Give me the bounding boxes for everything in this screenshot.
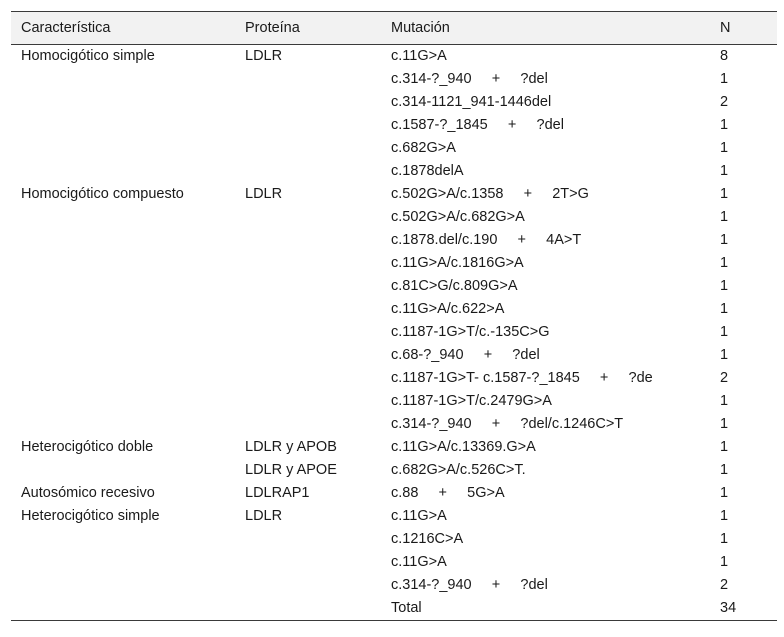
cell-n: 1 <box>720 186 729 202</box>
cell-mutacion: c.81C>G/c.809G>A <box>391 278 518 294</box>
cell-mutacion: c.11G>A <box>391 554 447 570</box>
header-n: N <box>720 20 731 36</box>
cell-caracteristica <box>11 298 235 321</box>
cell-caracteristica <box>11 114 235 137</box>
cell-mutacion: c.1187-1G>T- c.1587-?_1845 + ?de <box>391 370 653 386</box>
cell-n: 1 <box>720 324 729 340</box>
table-row <box>11 206 777 229</box>
cell-mutacion: c.314-?_940 + ?del <box>391 71 548 87</box>
table-row <box>11 574 777 597</box>
cell-mutacion: c.11G>A/c.1816G>A <box>391 255 524 271</box>
table-row <box>11 482 777 505</box>
cell-mutacion: c.1878delA <box>391 163 464 179</box>
cell-mutacion: c.11G>A/c.13369.G>A <box>391 439 536 455</box>
cell-proteina: LDLR <box>245 48 283 64</box>
table-row <box>11 321 777 344</box>
table-row <box>11 114 777 137</box>
cell-mutacion: c.314-?_940 + ?del <box>391 577 548 593</box>
cell-n: 1 <box>720 301 729 317</box>
cell-proteina <box>235 137 381 160</box>
cell-mutacion: c.68-?_940 + ?del <box>391 347 540 363</box>
cell-proteina: LDLRAP1 <box>245 485 310 501</box>
cell-n: 1 <box>720 508 729 524</box>
header-mutacion: Mutación <box>391 20 450 36</box>
cell-n: 1 <box>720 255 729 271</box>
table-row <box>11 137 777 160</box>
table-row <box>11 413 777 436</box>
cell-n: 1 <box>720 278 729 294</box>
cell-proteina: LDLR y APOB <box>245 439 337 455</box>
cell-proteina <box>235 597 381 621</box>
cell-caracteristica <box>11 574 235 597</box>
cell-n: 8 <box>720 48 729 64</box>
table-row <box>11 528 777 551</box>
cell-caracteristica <box>11 367 235 390</box>
cell-proteina <box>235 206 381 229</box>
table-row <box>11 229 777 252</box>
cell-caracteristica: Autosómico recesivo <box>21 485 155 501</box>
cell-proteina <box>235 574 381 597</box>
cell-mutacion: c.11G>A <box>391 508 447 524</box>
mutation-table <box>11 11 777 621</box>
cell-caracteristica <box>11 528 235 551</box>
cell-n: 1 <box>720 416 729 432</box>
cell-caracteristica <box>11 275 235 298</box>
cell-n: 1 <box>720 554 729 570</box>
cell-proteina: LDLR <box>245 508 283 524</box>
cell-n: 1 <box>720 439 729 455</box>
mutation-table-container <box>11 11 777 621</box>
table-row <box>11 459 777 482</box>
cell-n: 2 <box>720 94 729 110</box>
cell-proteina: LDLR y APOE <box>245 462 337 478</box>
cell-caracteristica <box>11 68 235 91</box>
cell-proteina <box>235 91 381 114</box>
table-row <box>11 45 777 69</box>
table-row <box>11 390 777 413</box>
cell-caracteristica <box>11 137 235 160</box>
cell-n: 1 <box>720 117 729 133</box>
cell-n: 2 <box>720 577 729 593</box>
cell-caracteristica <box>11 551 235 574</box>
table-row <box>11 367 777 390</box>
cell-mutacion: Total <box>391 600 422 616</box>
table-row <box>11 436 777 459</box>
cell-n: 1 <box>720 71 729 87</box>
cell-n: 1 <box>720 232 729 248</box>
cell-n: 2 <box>720 370 729 386</box>
cell-caracteristica: Heterocigótico doble <box>21 439 154 455</box>
cell-mutacion: c.682G>A/c.526C>T. <box>391 462 526 478</box>
table-row <box>11 344 777 367</box>
cell-proteina <box>235 344 381 367</box>
cell-caracteristica <box>11 413 235 436</box>
cell-n: 1 <box>720 531 729 547</box>
cell-mutacion: c.502G>A/c.682G>A <box>391 209 525 225</box>
cell-caracteristica <box>11 321 235 344</box>
cell-caracteristica <box>11 344 235 367</box>
cell-caracteristica: Homocigótico compuesto <box>21 186 184 202</box>
cell-proteina <box>235 160 381 183</box>
cell-caracteristica <box>11 459 235 482</box>
cell-caracteristica <box>11 91 235 114</box>
cell-mutacion: c.314-1121_941-1446del <box>391 94 552 110</box>
cell-caracteristica <box>11 229 235 252</box>
cell-mutacion: c.502G>A/c.1358 + 2T>G <box>391 186 589 202</box>
cell-mutacion: c.88 + 5G>A <box>391 485 505 501</box>
cell-caracteristica <box>11 252 235 275</box>
cell-n: 1 <box>720 163 729 179</box>
cell-proteina <box>235 298 381 321</box>
table-row <box>11 68 777 91</box>
cell-n: 34 <box>720 600 737 616</box>
cell-mutacion: c.314-?_940 + ?del/c.1246C>T <box>391 416 624 432</box>
table-row <box>11 505 777 528</box>
cell-proteina <box>235 367 381 390</box>
table-row <box>11 298 777 321</box>
cell-mutacion: c.11G>A <box>391 48 447 64</box>
table-body <box>11 45 777 621</box>
cell-proteina <box>235 252 381 275</box>
cell-proteina <box>235 551 381 574</box>
cell-mutacion: c.1187-1G>T/c.-135C>G <box>391 324 550 340</box>
cell-proteina: LDLR <box>245 186 283 202</box>
cell-n: 1 <box>720 140 729 156</box>
cell-caracteristica <box>11 206 235 229</box>
table-row <box>11 252 777 275</box>
table-row <box>11 275 777 298</box>
table-header-row <box>11 12 777 45</box>
cell-proteina <box>235 321 381 344</box>
cell-caracteristica <box>11 597 235 621</box>
header-caracteristica: Característica <box>21 20 111 36</box>
cell-n: 1 <box>720 485 729 501</box>
cell-mutacion: c.1878.del/c.190 + 4A>T <box>391 232 582 248</box>
cell-mutacion: c.682G>A <box>391 140 456 156</box>
table-row <box>11 597 777 621</box>
cell-n: 1 <box>720 347 729 363</box>
table-row <box>11 160 777 183</box>
cell-proteina <box>235 528 381 551</box>
cell-mutacion: c.1587-?_1845 + ?del <box>391 117 564 133</box>
cell-n: 1 <box>720 393 729 409</box>
cell-mutacion: c.11G>A/c.622>A <box>391 301 505 317</box>
table-row <box>11 183 777 206</box>
cell-proteina <box>235 275 381 298</box>
cell-proteina <box>235 413 381 436</box>
cell-n: 1 <box>720 462 729 478</box>
cell-caracteristica: Homocigótico simple <box>21 48 155 64</box>
cell-caracteristica <box>11 160 235 183</box>
cell-proteina <box>235 390 381 413</box>
cell-proteina <box>235 229 381 252</box>
cell-proteina <box>235 68 381 91</box>
cell-mutacion: c.1216C>A <box>391 531 464 547</box>
table-row <box>11 91 777 114</box>
cell-proteina <box>235 114 381 137</box>
cell-caracteristica <box>11 390 235 413</box>
table-row <box>11 551 777 574</box>
cell-n: 1 <box>720 209 729 225</box>
cell-caracteristica: Heterocigótico simple <box>21 508 160 524</box>
header-proteina: Proteína <box>245 20 300 36</box>
cell-mutacion: c.1187-1G>T/c.2479G>A <box>391 393 552 409</box>
